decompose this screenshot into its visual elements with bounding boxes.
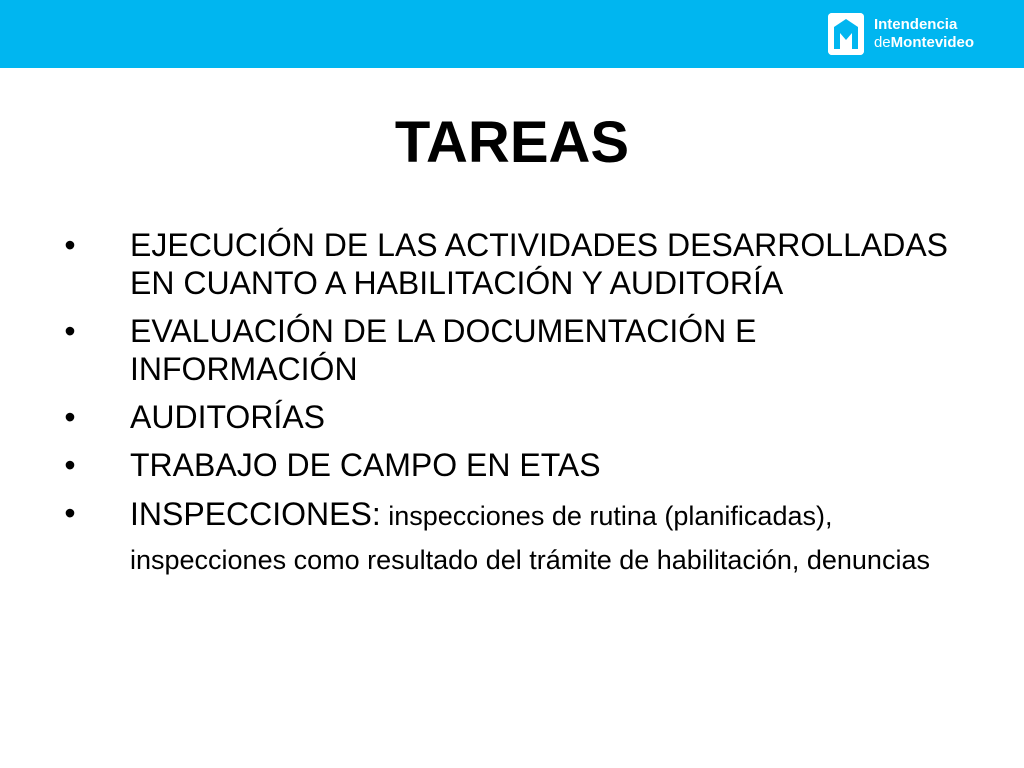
logo-line2-prefix: de xyxy=(873,34,891,51)
montevideo-logo-icon xyxy=(828,13,864,55)
header-band xyxy=(0,0,1024,68)
slide-title: TAREAS xyxy=(394,110,630,175)
bullet-dot: • xyxy=(64,399,76,435)
bullet-item xyxy=(60,398,980,436)
bullet-detail-text: inspecciones de rutina (planificadas), inspecciones como resultado del trámite de habilitación, denuncias xyxy=(130,501,930,575)
logo-wordmark xyxy=(874,16,974,52)
bullet-text: AUDITORÍAS xyxy=(130,399,325,435)
intendencia-montevideo-logo xyxy=(828,12,974,56)
bullet-dot: • xyxy=(64,447,76,483)
bullet-item xyxy=(60,446,980,484)
logo-line2 xyxy=(874,34,974,52)
logo-line1: Intendencia xyxy=(873,16,958,33)
bullet-dot: • xyxy=(64,495,76,531)
bullet-text: EVALUACIÓN DE LA DOCUMENTACIÓN E INFORMACIÓN xyxy=(130,313,757,387)
bullet-lead-text: INSPECCIONES: xyxy=(130,496,381,532)
bullet-item xyxy=(60,494,980,582)
bullet-list xyxy=(60,226,980,592)
bullet-item xyxy=(60,226,980,302)
bullet-dot: • xyxy=(64,313,76,349)
bullet-text: TRABAJO DE CAMPO EN ETAS xyxy=(130,447,601,483)
bullet-item xyxy=(60,312,980,388)
logo-line2-main: Montevideo xyxy=(890,34,974,51)
bullet-dot: • xyxy=(64,227,76,263)
bullet-text: EJECUCIÓN DE LAS ACTIVIDADES DESARROLLADAS EN CUANTO A HABILITACIÓN Y AUDITORÍA xyxy=(130,227,948,301)
